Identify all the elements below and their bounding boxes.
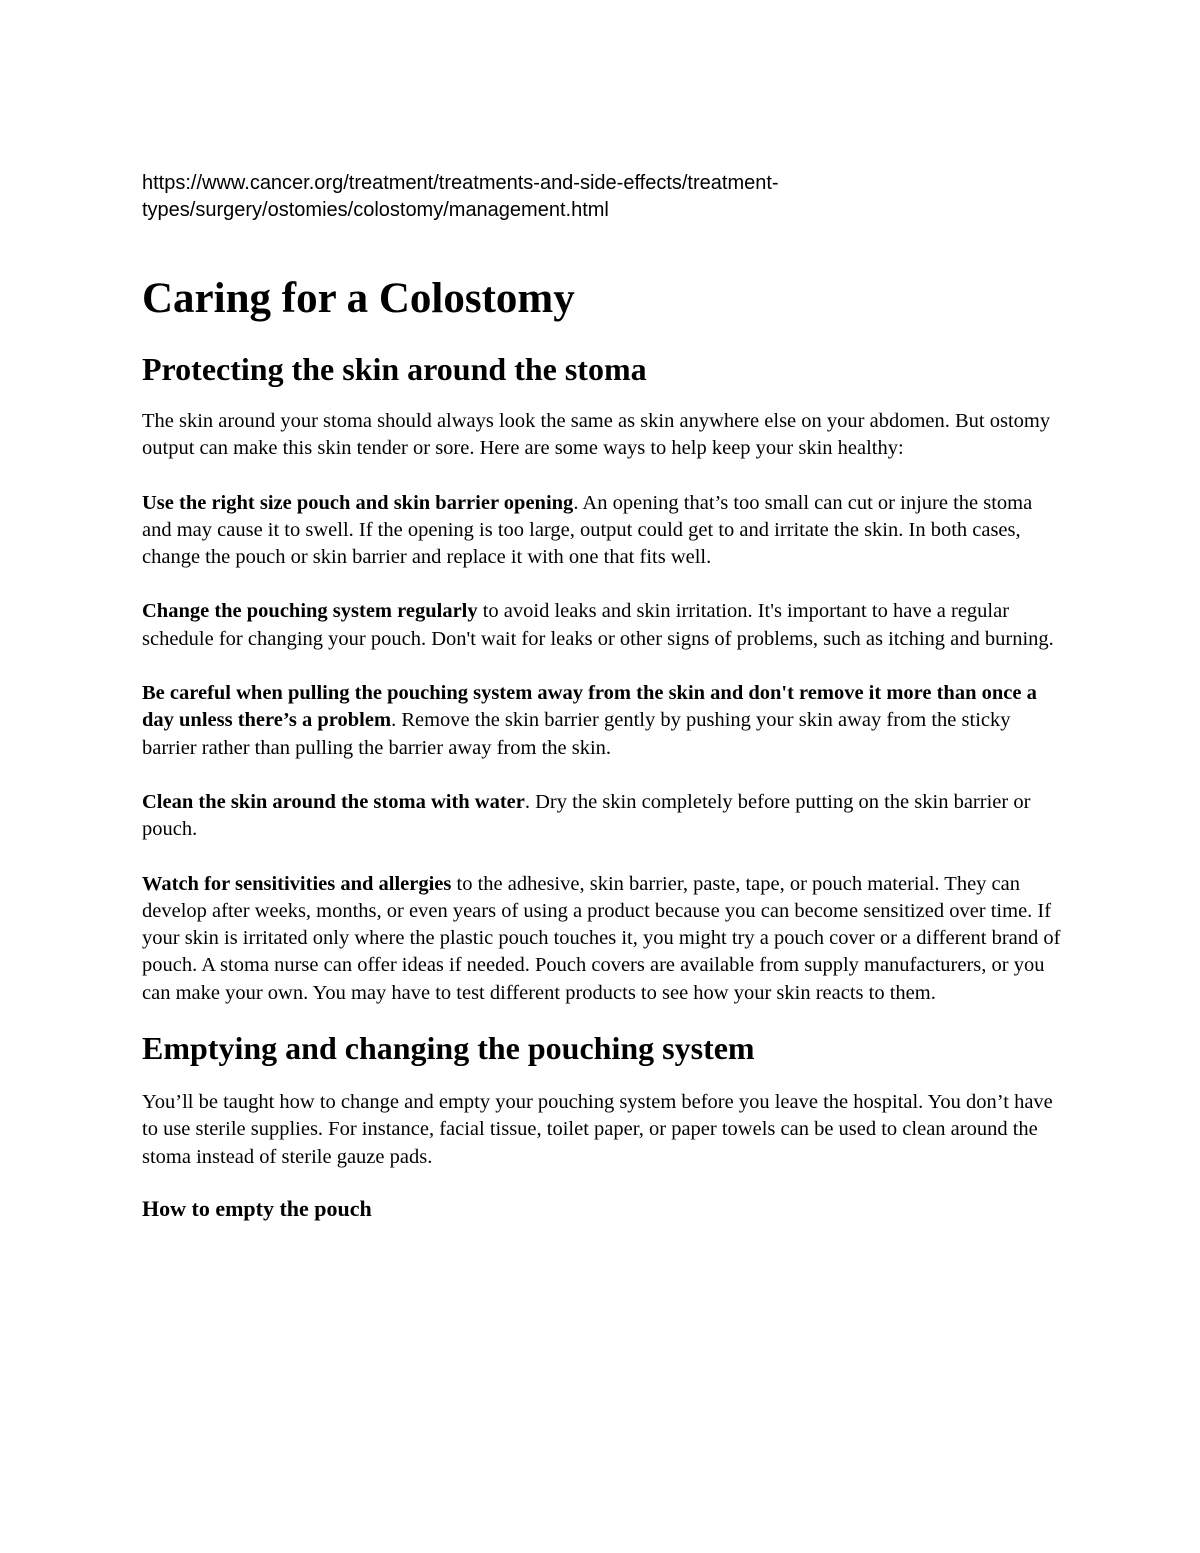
tip-paragraph-pouch-size bbox=[142, 490, 1062, 572]
tip-lead: Be careful when pulling the pouching system away from the skin and don't remove it more than once a day unless there’s a problem bbox=[142, 682, 1037, 732]
tip-paragraph-clean-skin bbox=[142, 789, 1062, 844]
tip-lead: Use the right size pouch and skin barrier opening bbox=[142, 491, 574, 514]
tip-text: . Remove the skin barrier gently by pushing your skin away from the sticky barrier rather than pulling the barrier away from the skin. bbox=[142, 709, 1011, 759]
tip-paragraph-change-regularly bbox=[142, 598, 1062, 653]
tip-text: to avoid leaks and skin irritation. It's important to have a regular schedule for changing your pouch. Don't wait for leaks or other signs of problems, such as itching and burning. bbox=[142, 600, 1054, 650]
section-intro-skin-protection: The skin around your stoma should always look the same as skin anywhere else on your abdomen. But ostomy output can make this skin tender or sore. Here are some ways to help keep your skin healthy: bbox=[142, 410, 1051, 460]
document-page bbox=[142, 170, 1062, 1223]
page-title: Caring for a Colostomy bbox=[142, 275, 575, 322]
tip-lead: Clean the skin around the stoma with water bbox=[142, 790, 525, 813]
section-intro-emptying-changing: You’ll be taught how to change and empty your pouching system before you leave the hospital. You don’t have to use sterile supplies. For instance, facial tissue, toilet paper, or paper towels can be used to clean around the stoma instead of sterile gauze pads. bbox=[142, 1091, 1053, 1168]
tip-text: to the adhesive, skin barrier, paste, tape, or pouch material. They can develop after weeks, months, or even years of using a product because you can become sensitized over time. If your skin is irritated only where the plastic pouch touches it, you might try a pouch cover or a different brand of pouch. A stoma nurse can offer ideas if needed. Pouch covers are available from supply manufacturers, or you can make your own. You may have to test different products to see how your skin reacts to them. bbox=[142, 872, 1061, 1004]
tip-paragraph-sensitivities bbox=[142, 871, 1062, 1007]
tip-paragraph-careful-removal bbox=[142, 680, 1062, 762]
source-url-line-1: https://www.cancer.org/treatment/treatments-and-side-effects/treatment- bbox=[142, 172, 779, 194]
source-url bbox=[142, 170, 1062, 224]
subsection-heading-empty-pouch: How to empty the pouch bbox=[142, 1195, 372, 1221]
tip-text: . An opening that’s too small can cut or injure the stoma and may cause it to swell. If the opening is too large, output could get to and irritate the skin. In both cases, change the pouch or skin barrier and replace it with one that fits well. bbox=[142, 491, 1033, 569]
section-heading-skin-protection: Protecting the skin around the stoma bbox=[142, 351, 647, 387]
tip-lead: Change the pouching system regularly bbox=[142, 600, 478, 623]
tip-lead: Watch for sensitivities and allergies bbox=[142, 872, 452, 895]
source-url-line-2: types/surgery/ostomies/colostomy/management.html bbox=[142, 199, 609, 221]
section-heading-emptying-changing: Emptying and changing the pouching system bbox=[142, 1030, 755, 1067]
tip-text: . Dry the skin completely before putting on the skin barrier or pouch. bbox=[142, 790, 1031, 841]
